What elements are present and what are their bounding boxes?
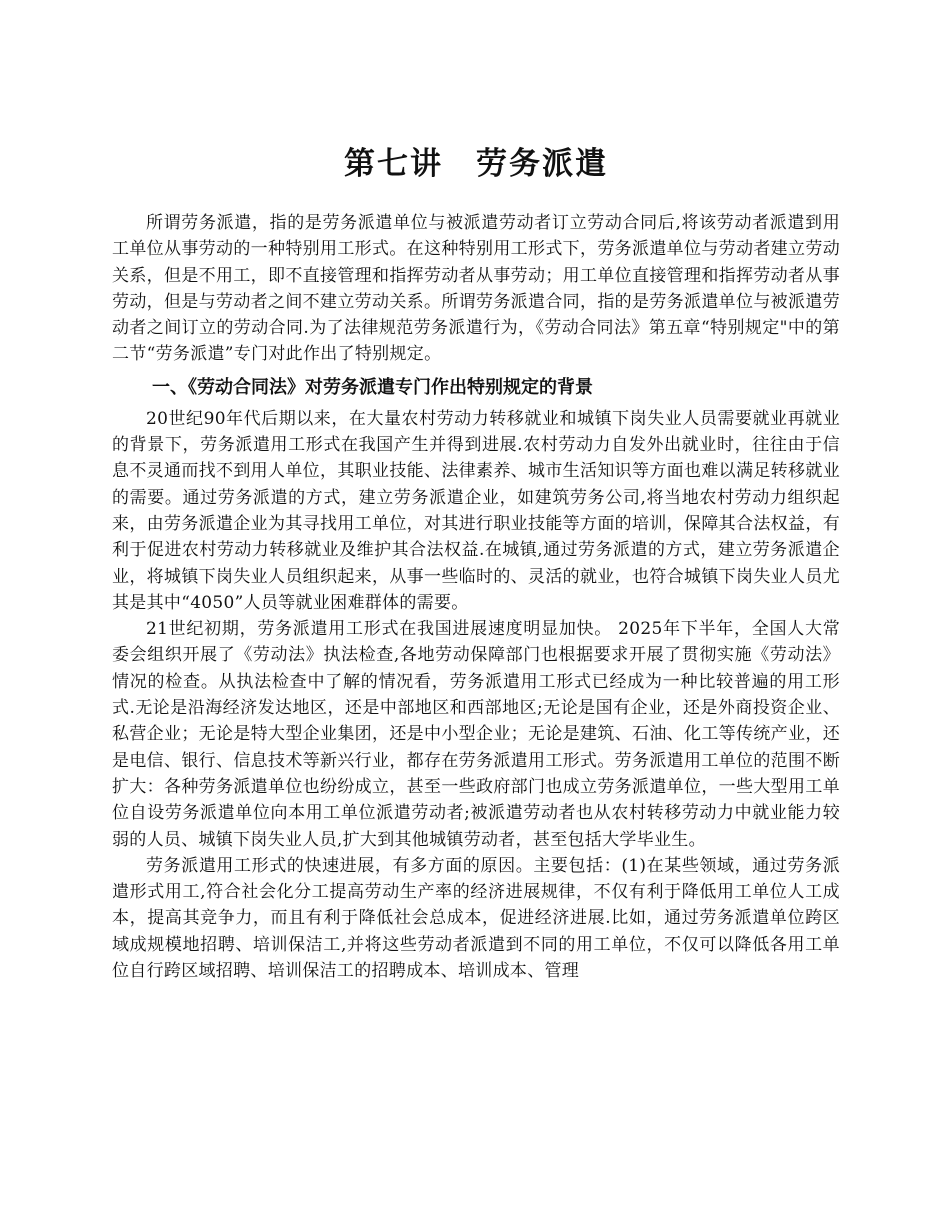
body-paragraph-1: 20世纪90年代后期以来，在大量农村劳动力转移就业和城镇下岗失业人员需要就业再就业的背景下，劳务派遣用工形式在我国产生并得到进展.农村劳动力自发外出就业时，往往由于信息不灵通而找不到用人单位，其职业技能、法律素养、城市生活知识等方面也难以满足转移就业的需要。通过劳务派遣的方式，建立劳务派遣企业，如建筑劳务公司,将当地农村劳动力组织起来，由劳务派遣企业为其寻找用工单位，对其进行职业技能等方面的培训，保障其合法权益，有利于促进农村劳动力转移就业及维护其合法权益.在城镇,通过劳务派遣的方式，建立劳务派遣企业，将城镇下岗失业人员组织起来，从事一些临时的、灵活的就业，也符合城镇下岗失业人员尤其是其中“4050”人员等就业困难群体的需要。 — [112, 408, 840, 613]
page-title: 第七讲 劳务派遣 — [344, 146, 608, 182]
section-heading: 一、《劳动合同法》对劳务派遣专门作出特别规定的背景 — [152, 376, 593, 398]
body-paragraph-3: 劳务派遣用工形式的快速进展，有多方面的原因。主要包括：(1)在某些领域，通过劳务派遣形式用工,符合社会化分工提高劳动生产率的经济进展规律，不仅有利于降低用工单位人工成本，提高其竞争力，而且有利于降低社会总成本，促进经济进展.比如，通过劳务派遣单位跨区域成规模地招聘、培训保洁工,并将这些劳动者派遣到不同的用工单位，不仅可以降低各用工单位自行跨区域招聘、培训保洁工的招聘成本、培训成本、管理 — [112, 855, 840, 982]
intro-paragraph: 所谓劳务派遣，指的是劳务派遣单位与被派遣劳动者订立劳动合同后,将该劳动者派遣到用工单位从事劳动的一种特别用工形式。在这种特别用工形式下，劳务派遣单位与劳动者建立劳动关系，但是不用工，即不直接管理和指挥劳动者从事劳动；用工单位直接管理和指挥劳动者从事劳动，但是与劳动者之间不建立劳动关系。所谓劳务派遣合同，指的是劳务派遣单位与被派遣劳动者之间订立的劳动合同.为了法律规范劳务派遣行为，《劳动合同法》第五章“特别规定"中的第二节“劳务派遣”专门对此作出了特别规定。 — [112, 213, 840, 365]
document-page — [112, 0, 840, 984]
body-paragraph-2: 21世纪初期，劳务派遣用工形式在我国进展速度明显加快。 2025年下半年，全国人大常委会组织开展了《劳动法》执法检查,各地劳动保障部门也根据要求开展了贯彻实施《劳动法》情况的检查。从执法检查中了解的情况看，劳务派遣用工形式已经成为一种比较普遍的用工形式.无论是沿海经济发达地区，还是中部地区和西部地区;无论是国有企业，还是外商投资企业、私营企业；无论是特大型企业集团，还是中小型企业；无论是建筑、石油、化工等传统产业，还是电信、银行、信息技术等新兴行业，都存在劳务派遣用工形式。劳务派遣用工单位的范围不断扩大：各种劳务派遣单位也纷纷成立，甚至一些政府部门也成立劳务派遣单位，一些大型用工单位自设劳务派遣单位向本用工单位派遣劳动者;被派遣劳动者也从农村转移劳动力中就业能力较弱的人员、城镇下岗失业人员,扩大到其他城镇劳动者，甚至包括大学毕业生。 — [112, 619, 840, 850]
